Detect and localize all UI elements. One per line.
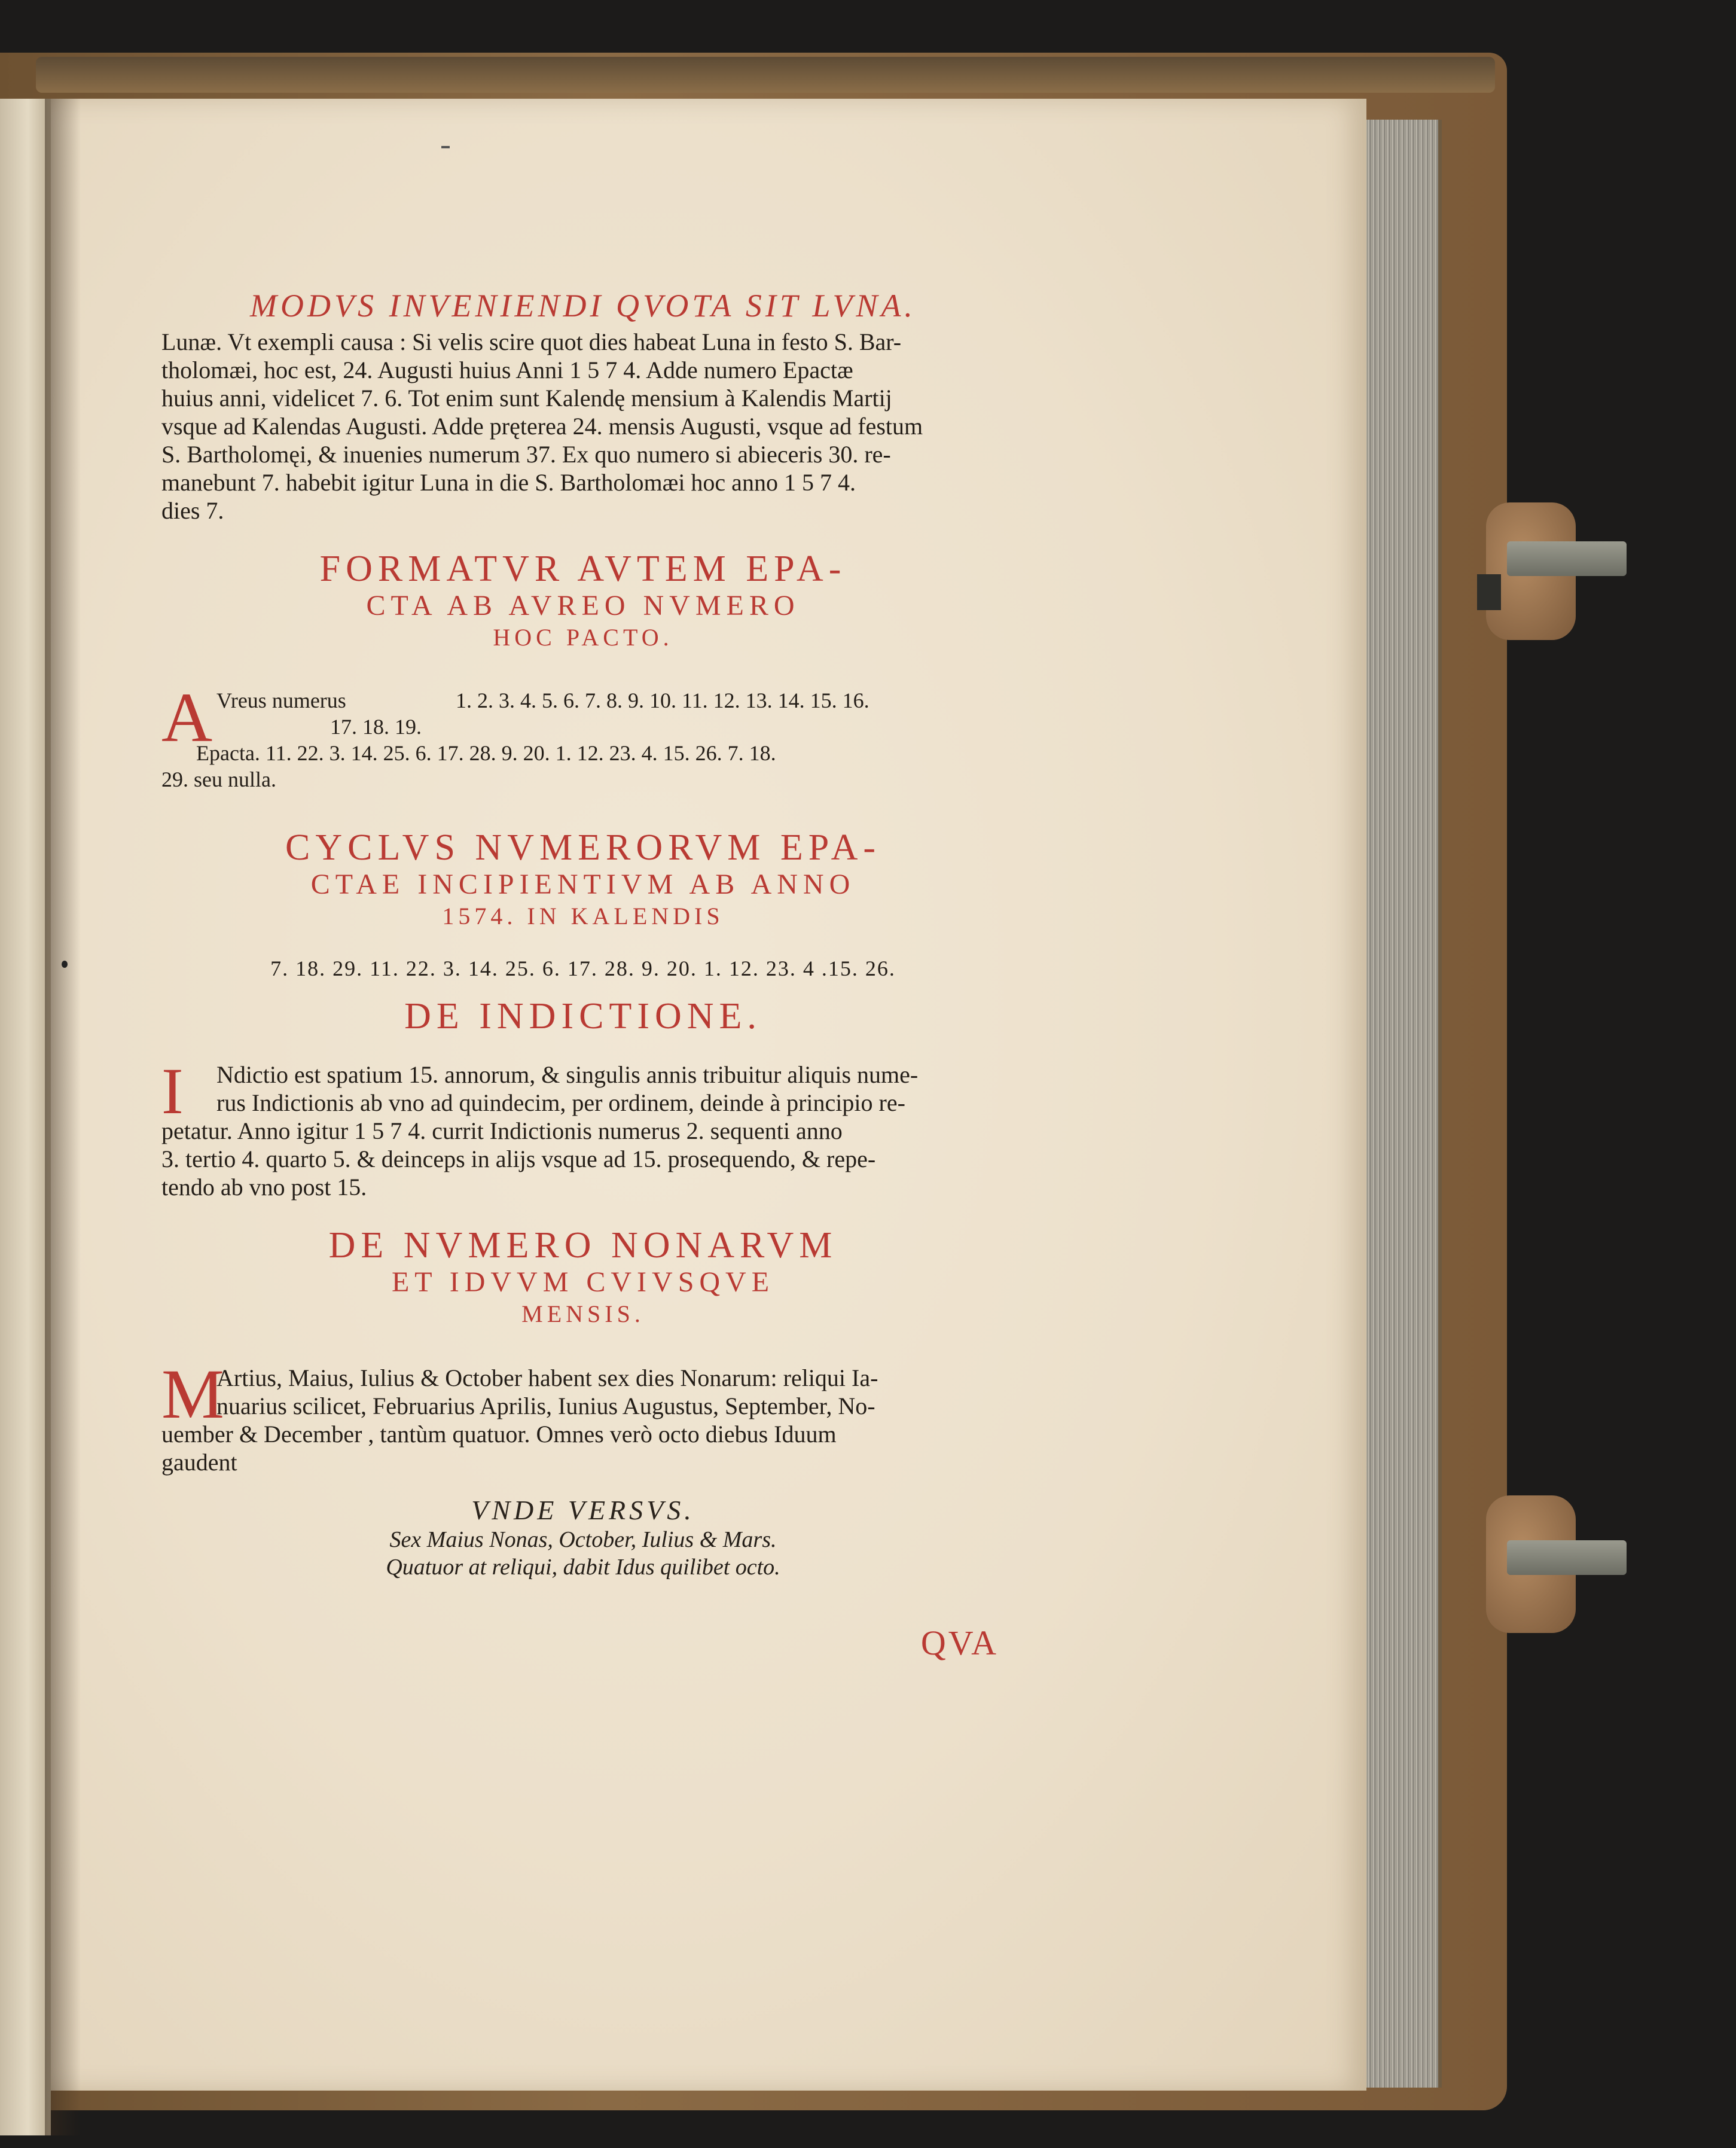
indictio-paragraph-cont	[161, 1117, 1005, 1201]
cycle-values: 7. 18. 29. 11. 22. 3. 14. 25. 6. 17. 28. 9. 20. 1. 12. 23. 4 .15. 26.	[270, 956, 896, 980]
intro-line: vsque ad Kalendas Augusti. Adde pręterea 24. mensis Augusti, vsque ad festum	[161, 413, 923, 440]
heading-line: FORMATVR AVTEM EPA-	[319, 549, 847, 589]
intro-line: huius anni, videlicet 7. 6. Tot enim sunt Kalendę mensium à Kalendis Martij	[161, 385, 892, 412]
epacta-label: Epacta.	[196, 741, 260, 765]
heading-line: CTA AB AVREO NVMERO	[366, 590, 800, 621]
clasp-pin	[1477, 574, 1501, 610]
indictio-line: 3. tertio 4. quarto 5. & deinceps in alijs vsque ad 15. prosequendo, & repe-	[161, 1145, 876, 1172]
martius-line: Artius, Maius, Iulius & October habent sex dies Nonarum: reliqui Ia-	[216, 1364, 878, 1391]
verse-heading: VNDE VERSVS.	[471, 1495, 695, 1525]
running-head: MODVS INVENIENDI QVOTA SIT LVNA.	[250, 288, 916, 324]
aureus-values-cont: 17. 18. 19.	[330, 715, 422, 739]
left-page-edge	[0, 99, 51, 2135]
intro-paragraph	[161, 328, 1005, 525]
heading-indictione: DE INDICTIONE.	[404, 996, 762, 1037]
drop-cap-m: M	[161, 1355, 224, 1433]
indictio-line: tendo ab vno post 15.	[161, 1174, 367, 1201]
indictio-paragraph	[161, 1055, 1005, 1128]
verse-line: Quatuor at reliqui, dabit Idus quilibet octo.	[386, 1555, 780, 1580]
heading-cyclus	[161, 827, 1005, 931]
heading-line: HOC PACTO.	[493, 624, 673, 651]
indictio-line: Ndictio est spatium 15. annorum, & singulis annis tribuitur aliquis nume-	[216, 1061, 919, 1088]
martius-line: gaudent	[161, 1449, 237, 1476]
clasp-strap-upper	[1507, 541, 1627, 576]
heading-line: ET IDVVM CVIVSQVE	[391, 1266, 775, 1298]
catchword: QVA	[920, 1623, 999, 1662]
heading-line: 1574. IN KALENDIS	[442, 903, 724, 930]
martius-line: uember & December , tantùm quatuor. Omnes verò octo diebus Iduum	[161, 1421, 837, 1448]
epacta-values-cont: 29. seu nulla.	[161, 767, 276, 791]
epacta-values: 11. 22. 3. 14. 25. 6. 17. 28. 9. 20. 1. 12. 23. 4. 15. 26. 7. 18.	[265, 741, 776, 765]
heading-line: CTAE INCIPIENTIVM AB ANNO	[310, 869, 856, 900]
intro-line: manebunt 7. habebit igitur Luna in die S. Bartholomæi hoc anno 1 5 7 4.	[161, 469, 856, 496]
margin-dot	[62, 961, 68, 968]
aureus-values: 1. 2. 3. 4. 5. 6. 7. 8. 9. 10. 11. 12. 13. 14. 15. 16.	[456, 688, 869, 712]
martius-paragraph-cont	[161, 1420, 1005, 1476]
page-mark-dash	[441, 146, 450, 148]
heading-formatur	[161, 549, 1005, 653]
indictio-line: rus Indictionis ab vno ad quindecim, per ordinem, deinde à principio re-	[216, 1089, 905, 1116]
clasp-strap-lower	[1507, 1540, 1627, 1575]
intro-line: S. Bartholomęi, & inuenies numerum 37. Ex quo numero si abieceris 30. re-	[161, 441, 891, 468]
drop-cap-i: I	[161, 1055, 184, 1128]
heading-nonarum	[161, 1225, 1005, 1329]
page-content	[161, 287, 1005, 1663]
aureus-row	[216, 687, 1005, 714]
martius-paragraph	[161, 1355, 1005, 1433]
intro-line: Lunæ. Vt exempli causa : Si velis scire quot dies habeat Luna in festo S. Bar-	[161, 328, 902, 355]
aureus-label: Vreus numerus	[216, 688, 346, 712]
verse-line: Sex Maius Nonas, October, Iulius & Mars.	[389, 1527, 777, 1552]
drop-cap-a: A	[161, 678, 213, 757]
intro-line: tholomæi, hoc est, 24. Augusti huius Anni 1 5 7 4. Adde numero Epactæ	[161, 357, 853, 383]
martius-line: nuarius scilicet, Februarius Aprilis, Iunius Augustus, September, No-	[216, 1393, 875, 1419]
cover-top-edge	[36, 57, 1495, 93]
epacta-row	[196, 740, 1005, 766]
page-edges	[1357, 120, 1442, 2088]
heading-line: MENSIS.	[521, 1300, 645, 1327]
spine-gutter	[45, 99, 81, 2135]
intro-line: dies 7.	[161, 497, 224, 524]
heading-line: DE NVMERO NONARVM	[328, 1225, 838, 1266]
heading-line: CYCLVS NVMERORVM EPA-	[285, 827, 881, 868]
indictio-line: petatur. Anno igitur 1 5 7 4. currit Indictionis numerus 2. sequenti anno	[161, 1117, 843, 1144]
